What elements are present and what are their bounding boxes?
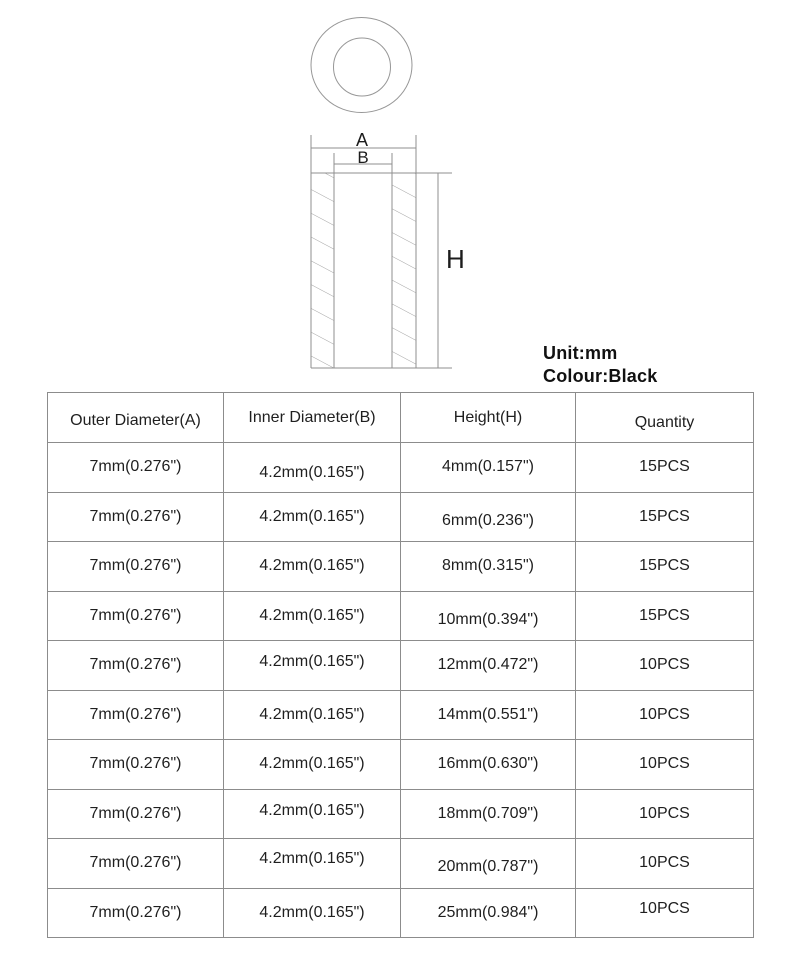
header-row	[48, 393, 754, 443]
table-row	[48, 641, 754, 691]
table-cell: 20mm(0.787")	[401, 843, 576, 893]
table-cell: 4.2mm(0.165")	[224, 690, 401, 740]
table-cell: 10PCS	[576, 641, 754, 691]
spec-notes	[543, 342, 657, 388]
table-cell: 8mm(0.315")	[401, 542, 576, 592]
table-cell: 10PCS	[576, 690, 754, 740]
table-cell: 7mm(0.276")	[48, 789, 224, 839]
spacer-technical-drawing	[0, 0, 800, 390]
washer-side-section-drawing	[311, 135, 452, 368]
table-cell: 7mm(0.276")	[48, 740, 224, 790]
table-cell: 25mm(0.984")	[401, 888, 576, 938]
table-cell: 7mm(0.276")	[48, 542, 224, 592]
col-header-quantity: Quantity	[576, 398, 754, 448]
table-cell: 14mm(0.551")	[401, 690, 576, 740]
table-cell: 10PCS	[576, 884, 754, 934]
table-row	[48, 740, 754, 790]
table-cell: 10PCS	[576, 789, 754, 839]
col-header-height: Height(H)	[401, 393, 576, 443]
colour-note: Colour:Black	[543, 366, 658, 386]
table-cell: 7mm(0.276")	[48, 888, 224, 938]
right-wall-hatch	[392, 173, 416, 368]
table-cell: 18mm(0.709")	[401, 789, 576, 839]
table-cell: 7mm(0.276")	[48, 492, 224, 542]
table-cell: 15PCS	[576, 542, 754, 592]
table-cell: 15PCS	[576, 492, 754, 542]
left-wall-hatch	[311, 173, 334, 368]
table-row	[48, 591, 754, 641]
table-cell: 4.2mm(0.165")	[224, 449, 401, 499]
table-row	[48, 690, 754, 740]
table-row	[48, 888, 754, 938]
dim-b-label: B	[357, 148, 369, 167]
table-cell: 15PCS	[576, 443, 754, 493]
washer-top-view-drawing	[311, 18, 412, 113]
table-cell: 6mm(0.236")	[401, 496, 576, 546]
col-header-inner-diameter: Inner Diameter(B)	[224, 393, 401, 443]
table-cell: 7mm(0.276")	[48, 690, 224, 740]
spec-table	[47, 392, 754, 938]
table-cell: 4.2mm(0.165")	[224, 638, 401, 688]
unit-note: Unit:mm	[543, 343, 618, 363]
table-cell: 10PCS	[576, 740, 754, 790]
spec-table-header	[48, 393, 754, 443]
dim-a-label: A	[355, 130, 369, 150]
table-row	[48, 789, 754, 839]
col-header-outer-diameter: Outer Diameter(A)	[48, 396, 224, 446]
spec-table-body	[48, 443, 754, 938]
table-cell: 4.2mm(0.165")	[224, 492, 401, 542]
table-cell: 15PCS	[576, 591, 754, 641]
table-cell: 4.2mm(0.165")	[224, 542, 401, 592]
table-cell: 16mm(0.630")	[401, 740, 576, 790]
table-cell: 7mm(0.276")	[48, 443, 224, 493]
table-cell: 7mm(0.276")	[48, 641, 224, 691]
table-cell: 4.2mm(0.165")	[224, 786, 401, 836]
table-row	[48, 443, 754, 493]
table-cell: 10PCS	[576, 839, 754, 889]
table-cell: 7mm(0.276")	[48, 591, 224, 641]
inner-hole-shape	[334, 38, 391, 96]
table-row	[48, 839, 754, 889]
table-cell: 4mm(0.157")	[401, 443, 576, 493]
dim-h-label: H	[446, 244, 465, 274]
table-cell: 4.2mm(0.165")	[224, 591, 401, 641]
table-cell: 4.2mm(0.165")	[224, 740, 401, 790]
table-cell: 7mm(0.276")	[48, 839, 224, 889]
table-row	[48, 492, 754, 542]
table-cell: 4.2mm(0.165")	[224, 888, 401, 938]
table-row	[48, 542, 754, 592]
table-cell: 4.2mm(0.165")	[224, 835, 401, 885]
table-cell: 12mm(0.472")	[401, 641, 576, 691]
outer-ring-shape	[311, 18, 412, 113]
table-cell: 10mm(0.394")	[401, 595, 576, 645]
